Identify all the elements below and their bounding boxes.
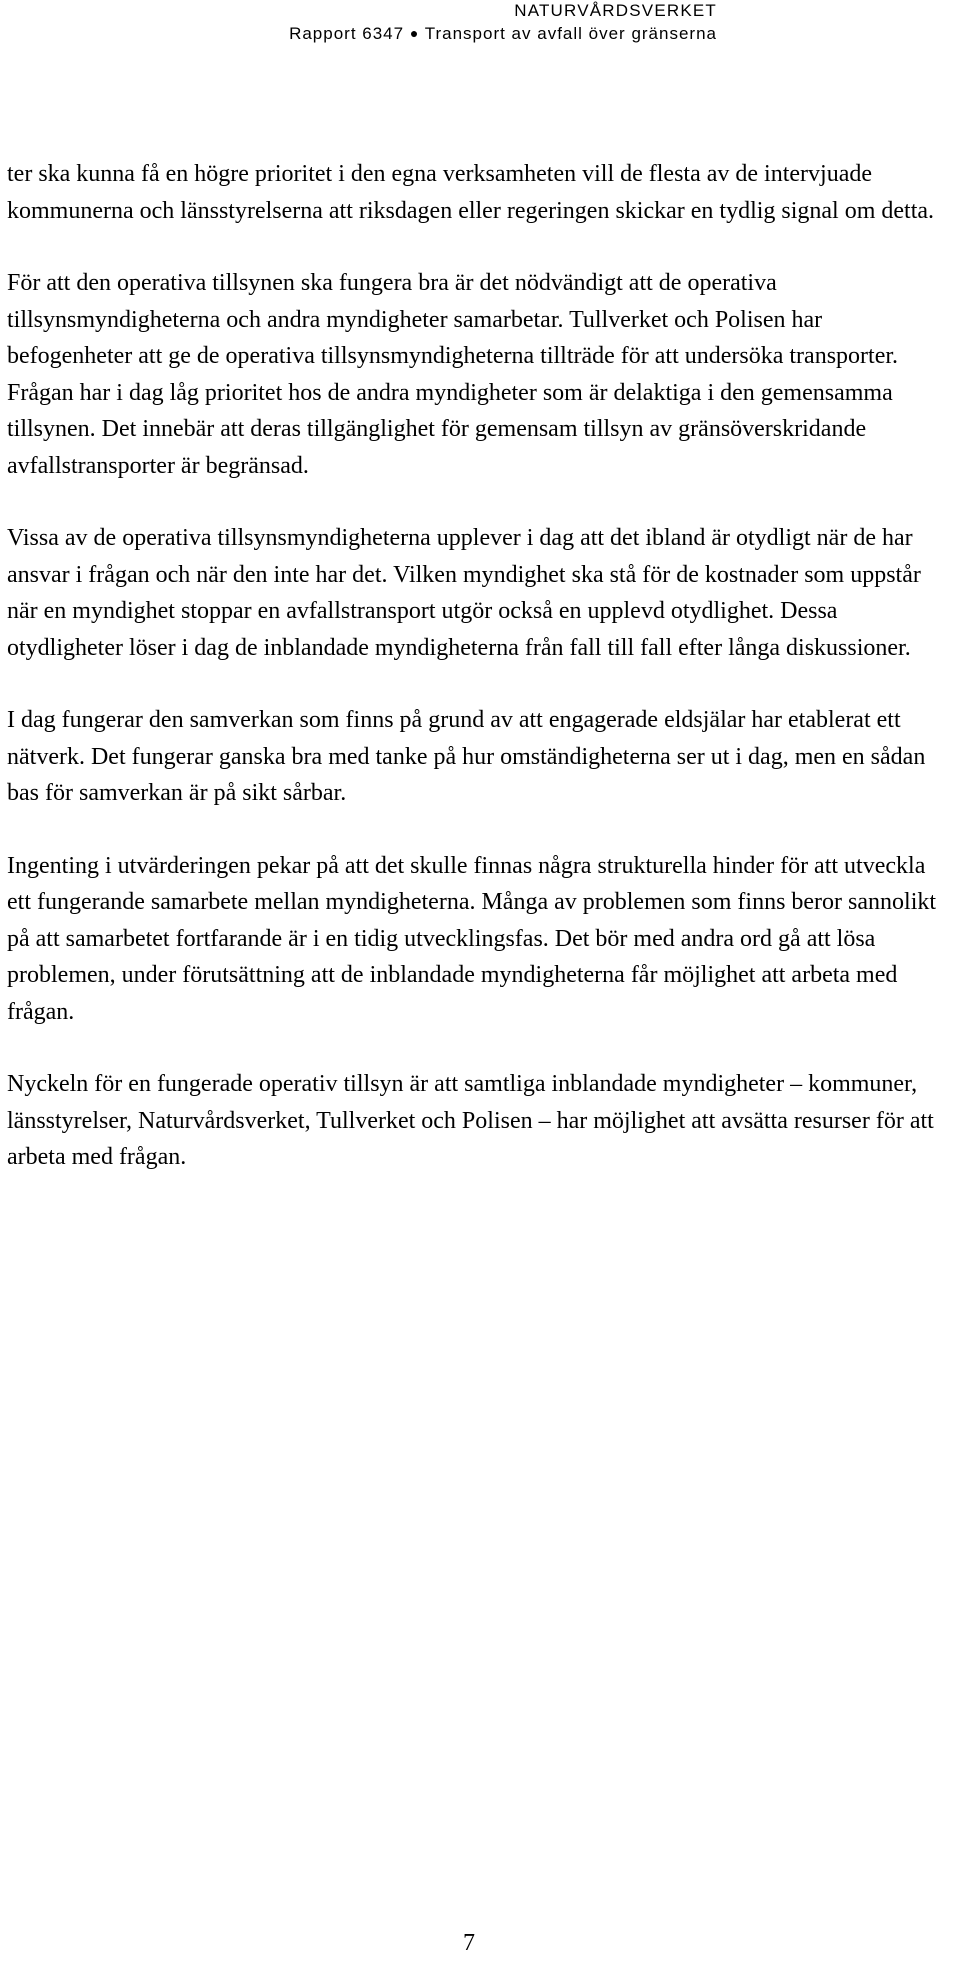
organization-name: NATURVÅRDSVERKET xyxy=(514,1,717,20)
bullet-icon: ● xyxy=(409,25,420,41)
page-header xyxy=(289,0,717,45)
paragraph: Nyckeln för en fungerade operativ tillsyn är att samtliga inblandade myndigheter – kommuner, länsstyrelser, Naturvårdsverket, Tullverket och Polisen – har möjlighet att avsätta resurser för att arbeta med frågan. xyxy=(7,1071,934,1170)
paragraph: För att den operativa tillsynen ska fungera bra är det nödvändigt att de operativa tillsynsmyndigheterna och andra myndigheter samarbetar. Tullverket och Polisen har befogenheter att ge de operativa tillsynsmyndigheterna tillträde för att undersöka transporter. Frågan har i dag låg prioritet hos de andra myndigheter som är delaktiga i den gemensamma tillsynen. Det innebär att deras tillgänglighet för gemensam tillsyn av gränsöverskridande avfallstransporter är begränsad. xyxy=(7,270,899,479)
report-number: Rapport 6347 xyxy=(289,24,405,43)
paragraph: I dag fungerar den samverkan som finns på grund av att engagerade eldsjälar har etablerat ett nätverk. Det fungerar ganska bra med tanke på hur omständigheterna ser ut i dag, men en sådan bas för samverkan är på sikt sårbar. xyxy=(7,707,926,806)
report-line xyxy=(289,22,717,45)
paragraph: Ingenting i utvärderingen pekar på att det skulle finnas några strukturella hinder för att utveckla ett fungerande samarbete mellan myndigheterna. Många av problemen som finns beror sannolikt på att samarbetet fortfarande är i en tidig utvecklingsfas. Det bör med andra ord gå att lösa problemen, under förutsättning att de inblandade myndigheterna får möjlighet att arbeta med frågan. xyxy=(7,852,937,1025)
report-title: Transport av avfall över gränserna xyxy=(424,24,717,43)
paragraph: Vissa av de operativa tillsynsmyndigheterna upplever i dag att det ibland är otydligt när de har ansvar i frågan och när den inte har det. Vilken myndighet ska stå för de kostnader som uppstår när en myndighet stoppar en avfallstransport utgör också en upplevd otydlighet. Dessa otydligheter löser i dag de inblandade myndigheterna från fall till fall efter långa diskussioner. xyxy=(7,525,921,661)
body-text xyxy=(7,156,952,1212)
page-number: 7 xyxy=(463,1930,475,1956)
paragraph: ter ska kunna få en högre prioritet i den egna verksamheten vill de flesta av de intervjuade kommunerna och länsstyrelserna att riksdagen eller regeringen skickar en tydlig signal om detta. xyxy=(7,161,935,224)
